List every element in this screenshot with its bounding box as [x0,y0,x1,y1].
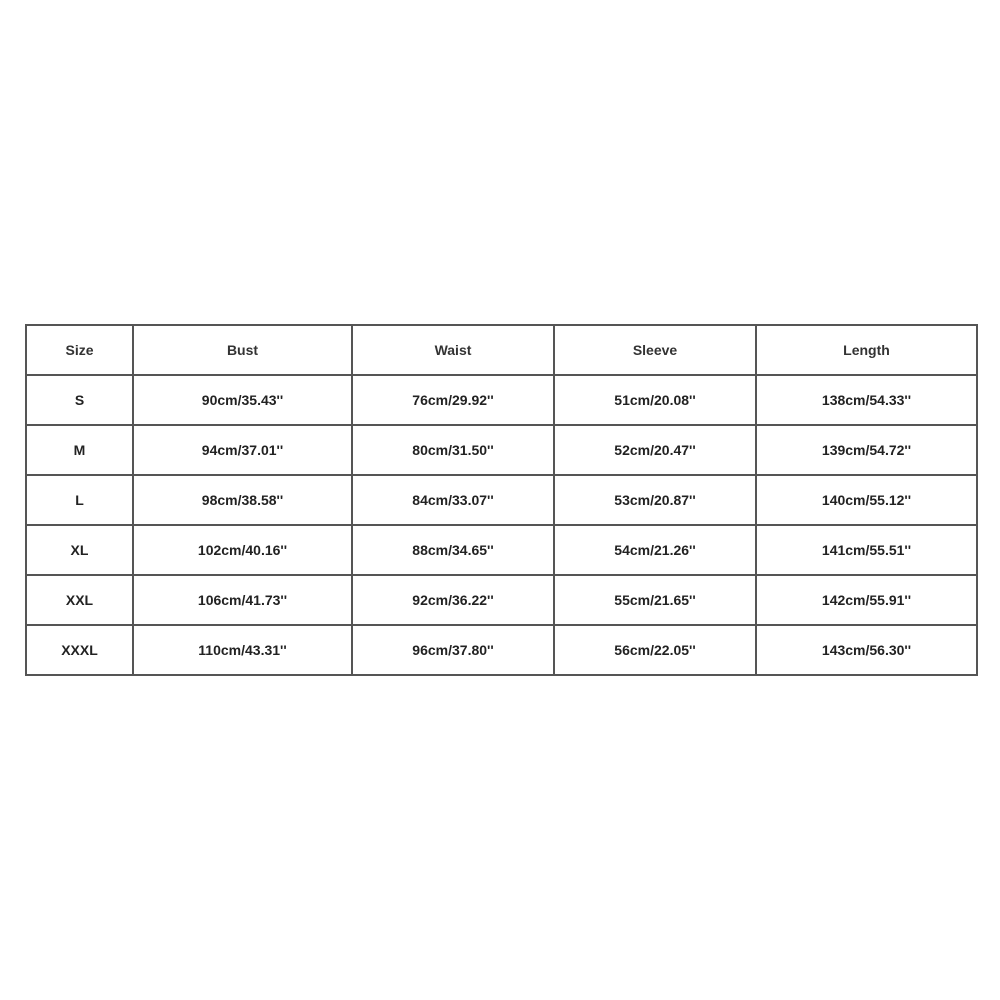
cell-size: L [26,475,133,525]
cell-waist: 92cm/36.22'' [352,575,554,625]
cell-bust: 98cm/38.58'' [133,475,352,525]
cell-sleeve: 53cm/20.87'' [554,475,756,525]
cell-size: XL [26,525,133,575]
table-row [26,625,977,675]
cell-sleeve: 55cm/21.65'' [554,575,756,625]
cell-sleeve: 51cm/20.08'' [554,375,756,425]
cell-length: 142cm/55.91'' [756,575,977,625]
header-size: Size [26,325,133,375]
cell-size: XXXL [26,625,133,675]
cell-waist: 84cm/33.07'' [352,475,554,525]
cell-bust: 90cm/35.43'' [133,375,352,425]
cell-waist: 96cm/37.80'' [352,625,554,675]
cell-bust: 102cm/40.16'' [133,525,352,575]
cell-bust: 110cm/43.31'' [133,625,352,675]
cell-sleeve: 52cm/20.47'' [554,425,756,475]
cell-bust: 106cm/41.73'' [133,575,352,625]
cell-waist: 80cm/31.50'' [352,425,554,475]
cell-size: S [26,375,133,425]
table-row [26,375,977,425]
table-row [26,525,977,575]
cell-length: 139cm/54.72'' [756,425,977,475]
cell-length: 141cm/55.51'' [756,525,977,575]
cell-length: 143cm/56.30'' [756,625,977,675]
cell-length: 140cm/55.12'' [756,475,977,525]
cell-size: XXL [26,575,133,625]
header-length: Length [756,325,977,375]
size-chart-table [25,324,978,676]
cell-size: M [26,425,133,475]
header-row [26,325,977,375]
table-row [26,475,977,525]
table-row [26,425,977,475]
cell-length: 138cm/54.33'' [756,375,977,425]
header-bust: Bust [133,325,352,375]
cell-bust: 94cm/37.01'' [133,425,352,475]
header-sleeve: Sleeve [554,325,756,375]
cell-waist: 88cm/34.65'' [352,525,554,575]
header-waist: Waist [352,325,554,375]
table-row [26,575,977,625]
cell-sleeve: 54cm/21.26'' [554,525,756,575]
cell-waist: 76cm/29.92'' [352,375,554,425]
cell-sleeve: 56cm/22.05'' [554,625,756,675]
